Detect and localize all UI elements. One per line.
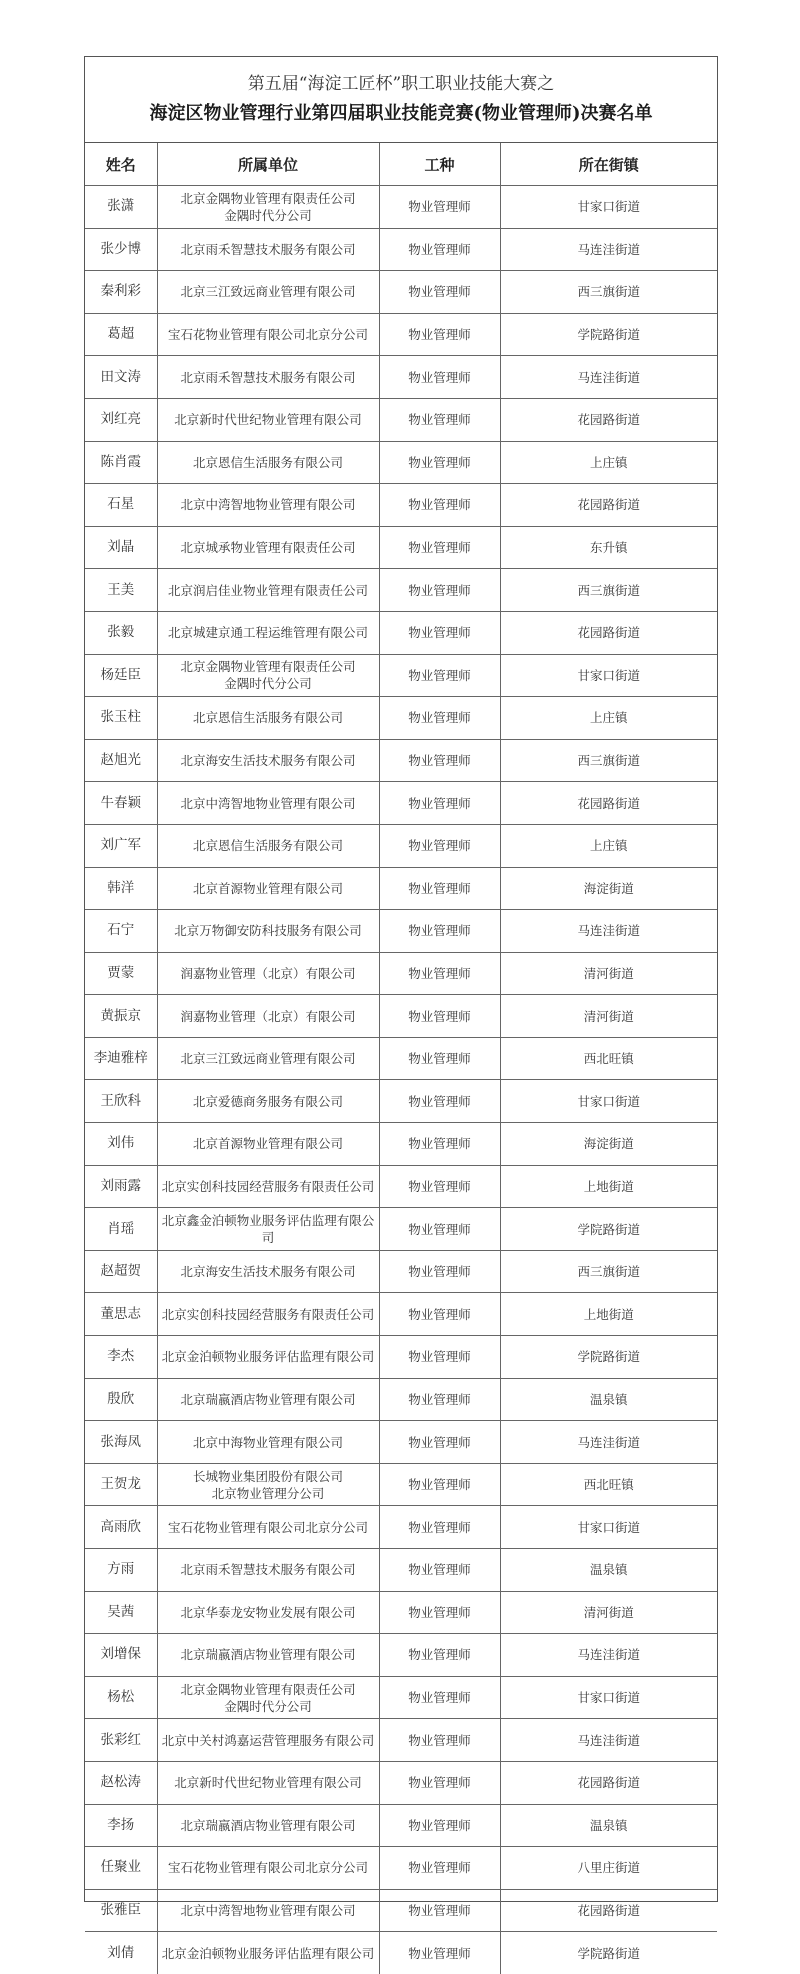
cell-name: 刘红亮 <box>85 398 157 441</box>
cell-job: 物业管理师 <box>379 1549 500 1592</box>
cell-unit: 北京新时代世纪物业管理有限公司 <box>157 1761 379 1804</box>
cell-name: 刘雨露 <box>85 1165 157 1208</box>
table-row <box>85 995 717 1038</box>
cell-street: 马连洼街道 <box>500 228 717 271</box>
cell-unit: 北京金隅物业管理有限责任公司 金隅时代分公司 <box>157 654 379 697</box>
cell-name: 刘伟 <box>85 1123 157 1166</box>
cell-street: 温泉镇 <box>500 1378 717 1421</box>
cell-name: 杨松 <box>85 1676 157 1719</box>
cell-job: 物业管理师 <box>379 1932 500 1974</box>
cell-unit: 北京海安生活技术服务有限公司 <box>157 1250 379 1293</box>
cell-street: 学院路街道 <box>500 1208 717 1251</box>
cell-street: 海淀街道 <box>500 867 717 910</box>
table-row <box>85 611 717 654</box>
cell-job: 物业管理师 <box>379 1847 500 1890</box>
table-row <box>85 1804 717 1847</box>
table-row <box>85 569 717 612</box>
header-street: 所在街镇 <box>500 143 717 186</box>
cell-unit: 北京鑫金泊顿物业服务评估监理有限公 司 <box>157 1208 379 1251</box>
cell-street: 学院路街道 <box>500 1932 717 1974</box>
cell-job: 物业管理师 <box>379 1761 500 1804</box>
cell-unit: 北京雨禾智慧技术服务有限公司 <box>157 228 379 271</box>
cell-street: 清河街道 <box>500 995 717 1038</box>
cell-unit: 北京三江致远商业管理有限公司 <box>157 271 379 314</box>
cell-unit: 北京瑞嬴酒店物业管理有限公司 <box>157 1378 379 1421</box>
cell-unit: 北京恩信生活服务有限公司 <box>157 824 379 867</box>
table-row <box>85 1421 717 1464</box>
cell-street: 西三旗街道 <box>500 739 717 782</box>
cell-job: 物业管理师 <box>379 611 500 654</box>
cell-street: 学院路街道 <box>500 313 717 356</box>
cell-job: 物业管理师 <box>379 186 500 229</box>
cell-job: 物业管理师 <box>379 484 500 527</box>
table-row <box>85 1719 717 1762</box>
cell-unit: 北京首源物业管理有限公司 <box>157 1123 379 1166</box>
cell-name: 张玉柱 <box>85 697 157 740</box>
cell-unit: 北京恩信生活服务有限公司 <box>157 697 379 740</box>
cell-name: 张雅臣 <box>85 1889 157 1932</box>
cell-name: 牛春颖 <box>85 782 157 825</box>
cell-unit: 宝石花物业管理有限公司北京分公司 <box>157 1506 379 1549</box>
table-body <box>85 186 717 1974</box>
table-row <box>85 1208 717 1251</box>
cell-name: 王贺龙 <box>85 1463 157 1506</box>
cell-street: 花园路街道 <box>500 782 717 825</box>
cell-street: 甘家口街道 <box>500 654 717 697</box>
cell-unit: 北京华泰龙安物业发展有限公司 <box>157 1591 379 1634</box>
cell-name: 赵超贺 <box>85 1250 157 1293</box>
cell-unit: 北京瑞嬴酒店物业管理有限公司 <box>157 1634 379 1677</box>
table-row <box>85 824 717 867</box>
table-row <box>85 186 717 229</box>
cell-unit: 长城物业集团股份有限公司 北京物业管理分公司 <box>157 1463 379 1506</box>
cell-unit: 北京三江致远商业管理有限公司 <box>157 1037 379 1080</box>
cell-street: 甘家口街道 <box>500 1676 717 1719</box>
finalist-table <box>85 143 717 1974</box>
table-row <box>85 1549 717 1592</box>
cell-job: 物业管理师 <box>379 654 500 697</box>
cell-street: 马连洼街道 <box>500 1634 717 1677</box>
cell-unit: 北京城承物业管理有限责任公司 <box>157 526 379 569</box>
cell-unit: 北京金泊顿物业服务评估监理有限公司 <box>157 1336 379 1379</box>
cell-job: 物业管理师 <box>379 995 500 1038</box>
cell-job: 物业管理师 <box>379 1463 500 1506</box>
cell-name: 高雨欣 <box>85 1506 157 1549</box>
cell-street: 学院路街道 <box>500 1336 717 1379</box>
cell-job: 物业管理师 <box>379 1080 500 1123</box>
cell-street: 上庄镇 <box>500 441 717 484</box>
table-row <box>85 228 717 271</box>
cell-street: 清河街道 <box>500 1591 717 1634</box>
table-row <box>85 526 717 569</box>
cell-street: 西北旺镇 <box>500 1463 717 1506</box>
cell-job: 物业管理师 <box>379 697 500 740</box>
cell-job: 物业管理师 <box>379 1889 500 1932</box>
cell-name: 张海凤 <box>85 1421 157 1464</box>
cell-unit: 北京爱德商务服务有限公司 <box>157 1080 379 1123</box>
cell-unit: 北京金隅物业管理有限责任公司 金隅时代分公司 <box>157 1676 379 1719</box>
cell-street: 西北旺镇 <box>500 1037 717 1080</box>
cell-unit: 北京中海物业管理有限公司 <box>157 1421 379 1464</box>
cell-street: 花园路街道 <box>500 1761 717 1804</box>
cell-street: 上地街道 <box>500 1293 717 1336</box>
cell-street: 温泉镇 <box>500 1804 717 1847</box>
cell-unit: 北京万物御安防科技服务有限公司 <box>157 910 379 953</box>
cell-name: 张潇 <box>85 186 157 229</box>
table-row <box>85 313 717 356</box>
cell-name: 殷欣 <box>85 1378 157 1421</box>
cell-job: 物业管理师 <box>379 1165 500 1208</box>
cell-job: 物业管理师 <box>379 398 500 441</box>
table-row <box>85 1250 717 1293</box>
cell-street: 马连洼街道 <box>500 1719 717 1762</box>
cell-job: 物业管理师 <box>379 1336 500 1379</box>
table-row <box>85 1506 717 1549</box>
cell-name: 肖瑶 <box>85 1208 157 1251</box>
table-row <box>85 952 717 995</box>
cell-name: 王美 <box>85 569 157 612</box>
cell-job: 物业管理师 <box>379 910 500 953</box>
cell-job: 物业管理师 <box>379 1378 500 1421</box>
cell-street: 东升镇 <box>500 526 717 569</box>
cell-name: 杨廷臣 <box>85 654 157 697</box>
cell-job: 物业管理师 <box>379 526 500 569</box>
cell-name: 赵松涛 <box>85 1761 157 1804</box>
cell-job: 物业管理师 <box>379 1804 500 1847</box>
title-line-2: 海淀区物业管理行业第四届职业技能竞赛(物业管理师)决赛名单 <box>149 103 653 124</box>
cell-unit: 北京中湾智地物业管理有限公司 <box>157 782 379 825</box>
table-row <box>85 1293 717 1336</box>
table-row <box>85 1165 717 1208</box>
cell-name: 董思志 <box>85 1293 157 1336</box>
cell-unit: 润嘉物业管理（北京）有限公司 <box>157 995 379 1038</box>
title-block <box>85 57 717 143</box>
cell-job: 物业管理师 <box>379 228 500 271</box>
table-row <box>85 1847 717 1890</box>
cell-job: 物业管理师 <box>379 1037 500 1080</box>
header-job: 工种 <box>379 143 500 186</box>
cell-street: 花园路街道 <box>500 398 717 441</box>
cell-name: 张少博 <box>85 228 157 271</box>
cell-name: 李杰 <box>85 1336 157 1379</box>
cell-name: 李扬 <box>85 1804 157 1847</box>
cell-name: 张毅 <box>85 611 157 654</box>
finalist-sheet <box>84 56 718 1961</box>
cell-name: 刘增保 <box>85 1634 157 1677</box>
cell-name: 石星 <box>85 484 157 527</box>
table-row <box>85 1761 717 1804</box>
cell-job: 物业管理师 <box>379 1123 500 1166</box>
cell-unit: 北京城建京通工程运维管理有限公司 <box>157 611 379 654</box>
cell-street: 西三旗街道 <box>500 569 717 612</box>
cell-street: 八里庄街道 <box>500 1847 717 1890</box>
cell-street: 花园路街道 <box>500 611 717 654</box>
cell-unit: 北京新时代世纪物业管理有限公司 <box>157 398 379 441</box>
cell-name: 赵旭光 <box>85 739 157 782</box>
title-line-1: 第五届“海淀工匠杯”职工职业技能大赛之 <box>247 74 555 94</box>
table-row <box>85 1889 717 1932</box>
cell-name: 吴茜 <box>85 1591 157 1634</box>
table-row <box>85 739 717 782</box>
cell-unit: 北京金泊顿物业服务评估监理有限公司 <box>157 1932 379 1974</box>
cell-street: 马连洼街道 <box>500 1421 717 1464</box>
cell-name: 田文涛 <box>85 356 157 399</box>
table-row <box>85 1080 717 1123</box>
table-row <box>85 1336 717 1379</box>
cell-name: 黄振京 <box>85 995 157 1038</box>
table-row <box>85 697 717 740</box>
cell-job: 物业管理师 <box>379 782 500 825</box>
cell-job: 物业管理师 <box>379 867 500 910</box>
cell-unit: 北京雨禾智慧技术服务有限公司 <box>157 1549 379 1592</box>
cell-street: 花园路街道 <box>500 1889 717 1932</box>
cell-unit: 北京瑞嬴酒店物业管理有限公司 <box>157 1804 379 1847</box>
cell-name: 石宁 <box>85 910 157 953</box>
cell-job: 物业管理师 <box>379 952 500 995</box>
table-row <box>85 398 717 441</box>
table-row <box>85 1463 717 1506</box>
table-row <box>85 1634 717 1677</box>
cell-name: 方雨 <box>85 1549 157 1592</box>
cell-name: 葛超 <box>85 313 157 356</box>
cell-job: 物业管理师 <box>379 1634 500 1677</box>
table-row <box>85 271 717 314</box>
cell-job: 物业管理师 <box>379 1719 500 1762</box>
cell-street: 马连洼街道 <box>500 910 717 953</box>
cell-unit: 润嘉物业管理（北京）有限公司 <box>157 952 379 995</box>
cell-name: 韩洋 <box>85 867 157 910</box>
cell-unit: 宝石花物业管理有限公司北京分公司 <box>157 1847 379 1890</box>
cell-unit: 北京首源物业管理有限公司 <box>157 867 379 910</box>
cell-unit: 北京中湾智地物业管理有限公司 <box>157 1889 379 1932</box>
cell-job: 物业管理师 <box>379 824 500 867</box>
cell-street: 清河街道 <box>500 952 717 995</box>
cell-name: 秦利彩 <box>85 271 157 314</box>
cell-job: 物业管理师 <box>379 1293 500 1336</box>
header-unit: 所属单位 <box>157 143 379 186</box>
table-header-row <box>85 143 717 186</box>
cell-unit: 北京中湾智地物业管理有限公司 <box>157 484 379 527</box>
cell-unit: 北京恩信生活服务有限公司 <box>157 441 379 484</box>
cell-job: 物业管理师 <box>379 1506 500 1549</box>
cell-job: 物业管理师 <box>379 739 500 782</box>
table-row <box>85 1037 717 1080</box>
cell-name: 陈肖霞 <box>85 441 157 484</box>
cell-unit: 宝石花物业管理有限公司北京分公司 <box>157 313 379 356</box>
cell-job: 物业管理师 <box>379 1421 500 1464</box>
cell-name: 贾蒙 <box>85 952 157 995</box>
cell-street: 海淀街道 <box>500 1123 717 1166</box>
cell-job: 物业管理师 <box>379 356 500 399</box>
cell-street: 西三旗街道 <box>500 271 717 314</box>
cell-street: 上地街道 <box>500 1165 717 1208</box>
cell-name: 李迪雅梓 <box>85 1037 157 1080</box>
cell-street: 上庄镇 <box>500 697 717 740</box>
cell-unit: 北京海安生活技术服务有限公司 <box>157 739 379 782</box>
cell-street: 甘家口街道 <box>500 186 717 229</box>
cell-job: 物业管理师 <box>379 1591 500 1634</box>
table-row <box>85 1932 717 1974</box>
cell-unit: 北京雨禾智慧技术服务有限公司 <box>157 356 379 399</box>
table-row <box>85 1591 717 1634</box>
cell-job: 物业管理师 <box>379 1250 500 1293</box>
table-row <box>85 867 717 910</box>
cell-job: 物业管理师 <box>379 1676 500 1719</box>
cell-street: 西三旗街道 <box>500 1250 717 1293</box>
cell-name: 刘广军 <box>85 824 157 867</box>
cell-job: 物业管理师 <box>379 1208 500 1251</box>
cell-unit: 北京润启佳业物业管理有限责任公司 <box>157 569 379 612</box>
cell-street: 马连洼街道 <box>500 356 717 399</box>
cell-name: 刘倩 <box>85 1932 157 1974</box>
cell-unit: 北京实创科技园经营服务有限责任公司 <box>157 1165 379 1208</box>
table-row <box>85 654 717 697</box>
cell-street: 上庄镇 <box>500 824 717 867</box>
cell-unit: 北京金隅物业管理有限责任公司 金隅时代分公司 <box>157 186 379 229</box>
cell-street: 花园路街道 <box>500 484 717 527</box>
table-row <box>85 782 717 825</box>
cell-name: 任聚业 <box>85 1847 157 1890</box>
table-row <box>85 1676 717 1719</box>
table-row <box>85 484 717 527</box>
cell-street: 甘家口街道 <box>500 1506 717 1549</box>
cell-unit: 北京实创科技园经营服务有限责任公司 <box>157 1293 379 1336</box>
cell-name: 张彩红 <box>85 1719 157 1762</box>
table-row <box>85 1378 717 1421</box>
table-row <box>85 441 717 484</box>
cell-name: 刘晶 <box>85 526 157 569</box>
table-row <box>85 356 717 399</box>
cell-unit: 北京中关村鸿嘉运营管理服务有限公司 <box>157 1719 379 1762</box>
table-row <box>85 910 717 953</box>
cell-job: 物业管理师 <box>379 441 500 484</box>
cell-job: 物业管理师 <box>379 271 500 314</box>
cell-name: 王欣科 <box>85 1080 157 1123</box>
cell-street: 温泉镇 <box>500 1549 717 1592</box>
header-name: 姓名 <box>85 143 157 186</box>
cell-job: 物业管理师 <box>379 569 500 612</box>
cell-job: 物业管理师 <box>379 313 500 356</box>
cell-street: 甘家口街道 <box>500 1080 717 1123</box>
table-row <box>85 1123 717 1166</box>
